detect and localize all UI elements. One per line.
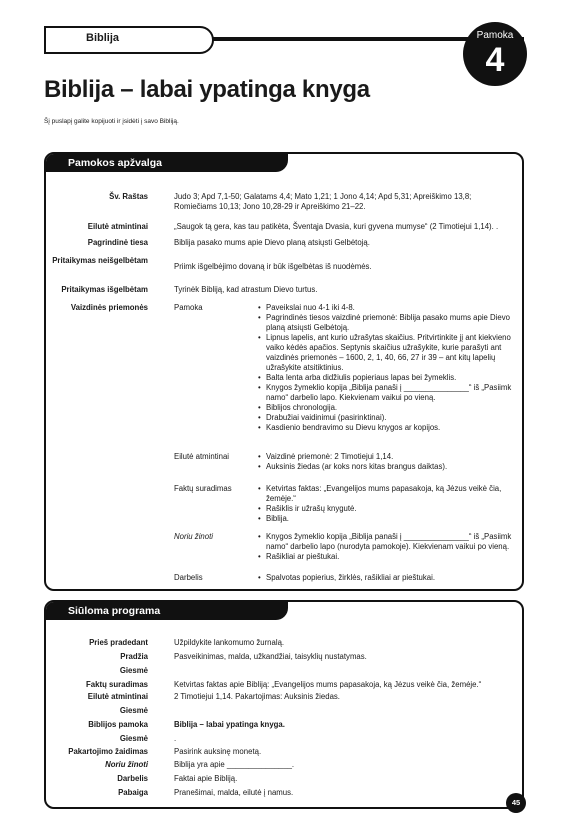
row-label: Biblijos pamoka — [88, 720, 148, 729]
aid-list — [256, 532, 516, 562]
row-value: Tyrinėk Bibliją, kad atrastum Dievo turtus. — [174, 285, 318, 294]
list-item: • Ketvirtas faktas: „Evangelijos mums papasakoja, ką Jėzus veikė čia, žemėje.“ — [266, 484, 516, 504]
row-value: „Saugok tą gera, kas tau patikėta, Šventąja Dvasia, kuri gyvena mumyse“ (2 Timotiejui 1,14). . — [174, 222, 499, 231]
row-value: Biblija pasako mums apie Dievo planą atsiųsti Gelbėtoją. — [174, 238, 370, 247]
row-value: Užpildykite lankomumo žurnalą. — [174, 638, 285, 647]
list-item: • Paveikslai nuo 4-1 iki 4-8. — [266, 303, 516, 313]
aid-group-label: Darbelis — [174, 573, 203, 582]
lesson-badge-number: 4 — [485, 41, 505, 79]
aid-group-label: Faktų suradimas — [174, 484, 232, 493]
row-value: Pasirink auksinę monetą. — [174, 747, 262, 756]
overview-heading: Pamokos apžvalga — [46, 154, 288, 172]
row-label: Eilutė atmintinai — [87, 692, 148, 701]
list-item: • Rašiklis ir užrašų knygutė. — [266, 504, 516, 514]
list-item: • Kasdienio bendravimo su Dievu knygos ar kopijos. — [266, 423, 516, 433]
row-value: Pranešimai, malda, eilutė į namus. — [174, 788, 294, 797]
row-label: Pritaikymas išgelbėtam — [61, 285, 148, 294]
page-title: Biblija – labai ypatinga knyga — [44, 76, 370, 103]
row-value: Biblija – labai ypatinga knyga. — [174, 720, 285, 729]
header-tab — [44, 26, 214, 54]
aid-group-label: Eilutė atmintinai — [174, 452, 230, 461]
row-label: Pabaiga — [118, 788, 148, 797]
aid-list — [256, 484, 516, 524]
row-label: Faktų suradimas — [86, 680, 148, 689]
list-item: • Knygos žymeklio kopija „Biblija panaši į _______________“ iš „Pasiimk namo“ darbelio lapo (nurodyta pamokoje). Kiekvienam vaikui po vieną. — [266, 532, 516, 552]
row-value: Biblija yra apie _______________. — [174, 760, 295, 769]
aid-list — [256, 452, 516, 472]
aid-group-label: Pamoka — [174, 303, 203, 312]
list-item: • Lipnus lapelis, ant kurio užrašytas skaičius. Pritvirtinkite jį ant kiekvieno vaiko kėdės apačios. Septynis skaičius užrašykite, kurie parašyti ant vaizdinės priemonės – 1600, 2, 1, 40, 66, 27 ir 39 – ant kitų lapelių užrašykite atsitiktinius. — [266, 333, 516, 373]
program-heading: Siūloma programa — [46, 602, 288, 620]
list-item: • Drabužiai vaidinimui (pasirinktinai). — [266, 413, 516, 423]
list-item: • Biblija. — [266, 514, 516, 524]
row-label: Eilutė atmintinai — [87, 222, 148, 231]
list-item: • Biblijos chronologija. — [266, 403, 516, 413]
row-label: Prieš pradedant — [89, 638, 148, 647]
list-item: • Spalvotas popierius, žirklės, rašikliai ar pieštukai. — [266, 573, 516, 583]
aid-list — [256, 303, 516, 433]
copy-note: Šį puslapį galite kopijuoti ir įsidėti į savo Bibliją. — [44, 118, 179, 125]
list-item: • Vaizdinė priemonė: 2 Timotiejui 1,14. — [266, 452, 516, 462]
row-label: Šv. Raštas — [109, 192, 148, 201]
row-value: Pasveikinimas, malda, užkandžiai, taisyklių nustatymas. — [174, 652, 367, 661]
page-number: 45 — [506, 793, 526, 813]
row-value: Ketvirtas faktas apie Bibliją: „Evangelijos mums papasakoja, ką Jėzus veikė čia, žemėje.“ — [174, 680, 482, 689]
list-item: • Pagrindinės tiesos vaizdinė priemonė: Biblija pasako mums apie Dievo planą atsiųsti Gelbėtoją. — [266, 313, 516, 333]
row-label: Pagrindinė tiesa — [87, 238, 148, 247]
row-label: Giesmė — [119, 666, 148, 675]
row-label: Giesmė — [119, 706, 148, 715]
list-item: • Rašikliai ar pieštukai. — [266, 552, 516, 562]
row-label: Vaizdinės priemonės — [70, 303, 148, 312]
row-label: Darbelis — [117, 774, 148, 783]
list-item: • Auksinis žiedas (ar koks nors kitas brangus daiktas). — [266, 462, 516, 472]
row-value: Judo 3; Apd 7,1-50; Galatams 4,4; Mato 1,21; 1 Jono 4,14; Apd 5,31; Apreiškimo 13,8; Romiečiams 10,13; Jono 10,28-29 ir Apreiškimo 21–22. — [174, 192, 472, 211]
row-label: Noriu žinoti — [105, 760, 148, 769]
lesson-badge-word: Pamoka — [476, 30, 514, 41]
header-tab-label: Biblija — [86, 32, 120, 44]
aid-group-label: Noriu žinoti — [174, 532, 213, 541]
row-value: 2 Timotiejui 1,14. Pakartojimas: Auksinis žiedas. — [174, 692, 340, 701]
row-label: Pritaikymas neišgelbėtam — [52, 256, 148, 265]
row-label: Giesmė — [119, 734, 148, 743]
row-value: . — [174, 734, 177, 743]
row-value: Priimk išgelbėjimo dovaną ir būk išgelbėtas iš nuodėmės. — [174, 262, 372, 271]
row-label: Pradžia — [120, 652, 148, 661]
list-item: • Balta lenta arba didžiulis popieriaus lapas bei žymeklis. — [266, 373, 516, 383]
row-value: Faktai apie Bibliją. — [174, 774, 238, 783]
row-label: Pakartojimo žaidimas — [68, 747, 148, 756]
list-item: • Knygos žymeklio kopija „Biblija panaši į _______________“ iš „Pasiimk namo“ darbelio lapo. Kiekvienam vaikui po vieną. — [266, 383, 516, 403]
aid-list — [256, 573, 516, 583]
